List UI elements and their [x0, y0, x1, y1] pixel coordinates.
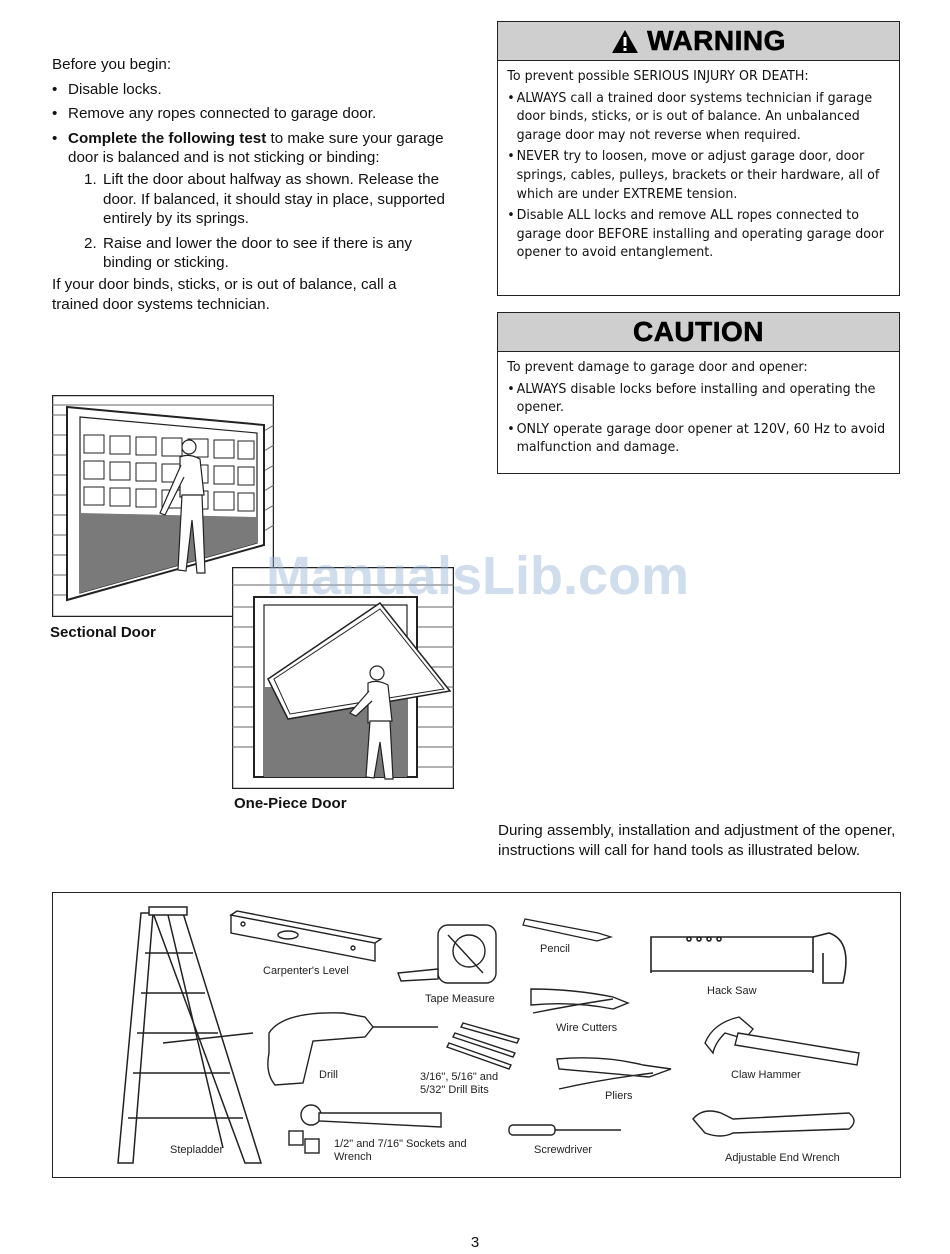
intro-bullets: [52, 80, 447, 273]
caution-lead: To prevent damage to garage door and opener:: [507, 359, 808, 375]
warning-item: • NEVER try to loosen, move or adjust garage door, door springs, cables, pulleys, brackets or their hardware, all of which are under EXTREME tension.: [507, 148, 880, 202]
label-adjustable-end-wrench: Adjustable End Wrench: [725, 1152, 840, 1164]
warning-header: [498, 22, 899, 61]
label-carpenters-level: Carpenter's Level: [263, 965, 349, 977]
caution-title: CAUTION: [632, 316, 765, 347]
drill-bits-icon: [447, 1023, 519, 1069]
pliers-icon: [557, 1058, 671, 1089]
warning-lead: To prevent possible SERIOUS INJURY OR DEATH:: [507, 68, 809, 84]
carpenters-level-icon: [231, 911, 381, 961]
label-tape-measure: Tape Measure: [425, 993, 495, 1005]
label-drill-bits: 3/16", 5/16" and 5/32" Drill Bits: [420, 1071, 499, 1096]
warning-item: • ALWAYS call a trained door systems technician if garage door binds, sticks, or is out of balance. An unbalanced garage door may not reverse when required.: [507, 89, 873, 143]
tools-panel: [52, 892, 901, 1178]
label-hack-saw: Hack Saw: [707, 985, 757, 997]
pencil-icon: [523, 919, 611, 941]
test-step-1: 1. Lift the door about halfway as shown. Release the door. If balanced, it should stay in place, supported entirely by its springs.: [84, 170, 445, 228]
label-pencil: Pencil: [540, 943, 570, 955]
sectional-door-caption: Sectional Door: [50, 624, 156, 641]
adjustable-end-wrench-icon: [693, 1111, 854, 1136]
caution-item: • ALWAYS disable locks before installing and operating the opener.: [507, 380, 876, 416]
hack-saw-icon: [651, 933, 846, 983]
caution-item: • ONLY operate garage door opener at 120V, 60 Hz to avoid malfunction and damage.: [507, 420, 886, 456]
warning-item: • Disable ALL locks and remove ALL ropes connected to garage door BEFORE installing and operating garage door opener to avoid entanglement.: [507, 207, 884, 261]
warning-title: WARNING: [647, 25, 786, 56]
caution-box: [497, 312, 900, 474]
caution-header: [498, 313, 899, 352]
intro-heading: Before you begin:: [52, 56, 172, 73]
caution-body: [498, 352, 898, 470]
wire-cutters-icon: [531, 989, 628, 1013]
assembly-text: During assembly, installation and adjustment of the opener, instructions will call for hand tools as illustrated below.: [498, 822, 896, 859]
label-claw-hammer: Claw Hammer: [731, 1069, 801, 1081]
one-piece-door-caption: One-Piece Door: [234, 795, 347, 812]
intro-closing: If your door binds, sticks, or is out of balance, call a trained door systems technician.: [52, 275, 397, 313]
warning-triangle-icon: [611, 29, 639, 54]
label-drill: Drill: [319, 1069, 338, 1081]
stepladder-icon: [118, 907, 261, 1163]
page-number: 3: [470, 1234, 480, 1251]
test-step-2: 2. Raise and lower the door to see if there is any binding or sticking.: [84, 234, 412, 272]
label-wire-cutters: Wire Cutters: [556, 1022, 618, 1034]
bullet-balance-test: • Complete the following test to make sure your garage door is balanced and is not sticking or binding: 1. Lift the door about halfway as shown. Release the door. If balanced, it should stay in place, supported entirely by its springs. 2. Raise and lower the door to see if there is any binding or sticking.: [52, 129, 447, 273]
watermark: ManualsLib.com: [266, 546, 690, 606]
label-sockets: 1/2" and 7/16" Sockets and Wrench: [334, 1138, 467, 1163]
test-steps: [68, 170, 447, 273]
tape-measure-icon: [398, 925, 496, 983]
warning-body: [498, 61, 898, 275]
bullet-remove-ropes: • Remove any ropes connected to garage door.: [52, 105, 377, 123]
drill-icon: [268, 1013, 438, 1085]
warning-box: [497, 21, 900, 296]
claw-hammer-icon: [705, 1017, 859, 1065]
label-pliers: Pliers: [605, 1090, 633, 1102]
label-stepladder: Stepladder: [170, 1144, 224, 1156]
label-screwdriver: Screwdriver: [534, 1144, 593, 1156]
bullet-disable-locks: • Disable locks.: [52, 80, 162, 98]
intro-section: [52, 55, 447, 319]
screwdriver-icon: [509, 1125, 621, 1135]
